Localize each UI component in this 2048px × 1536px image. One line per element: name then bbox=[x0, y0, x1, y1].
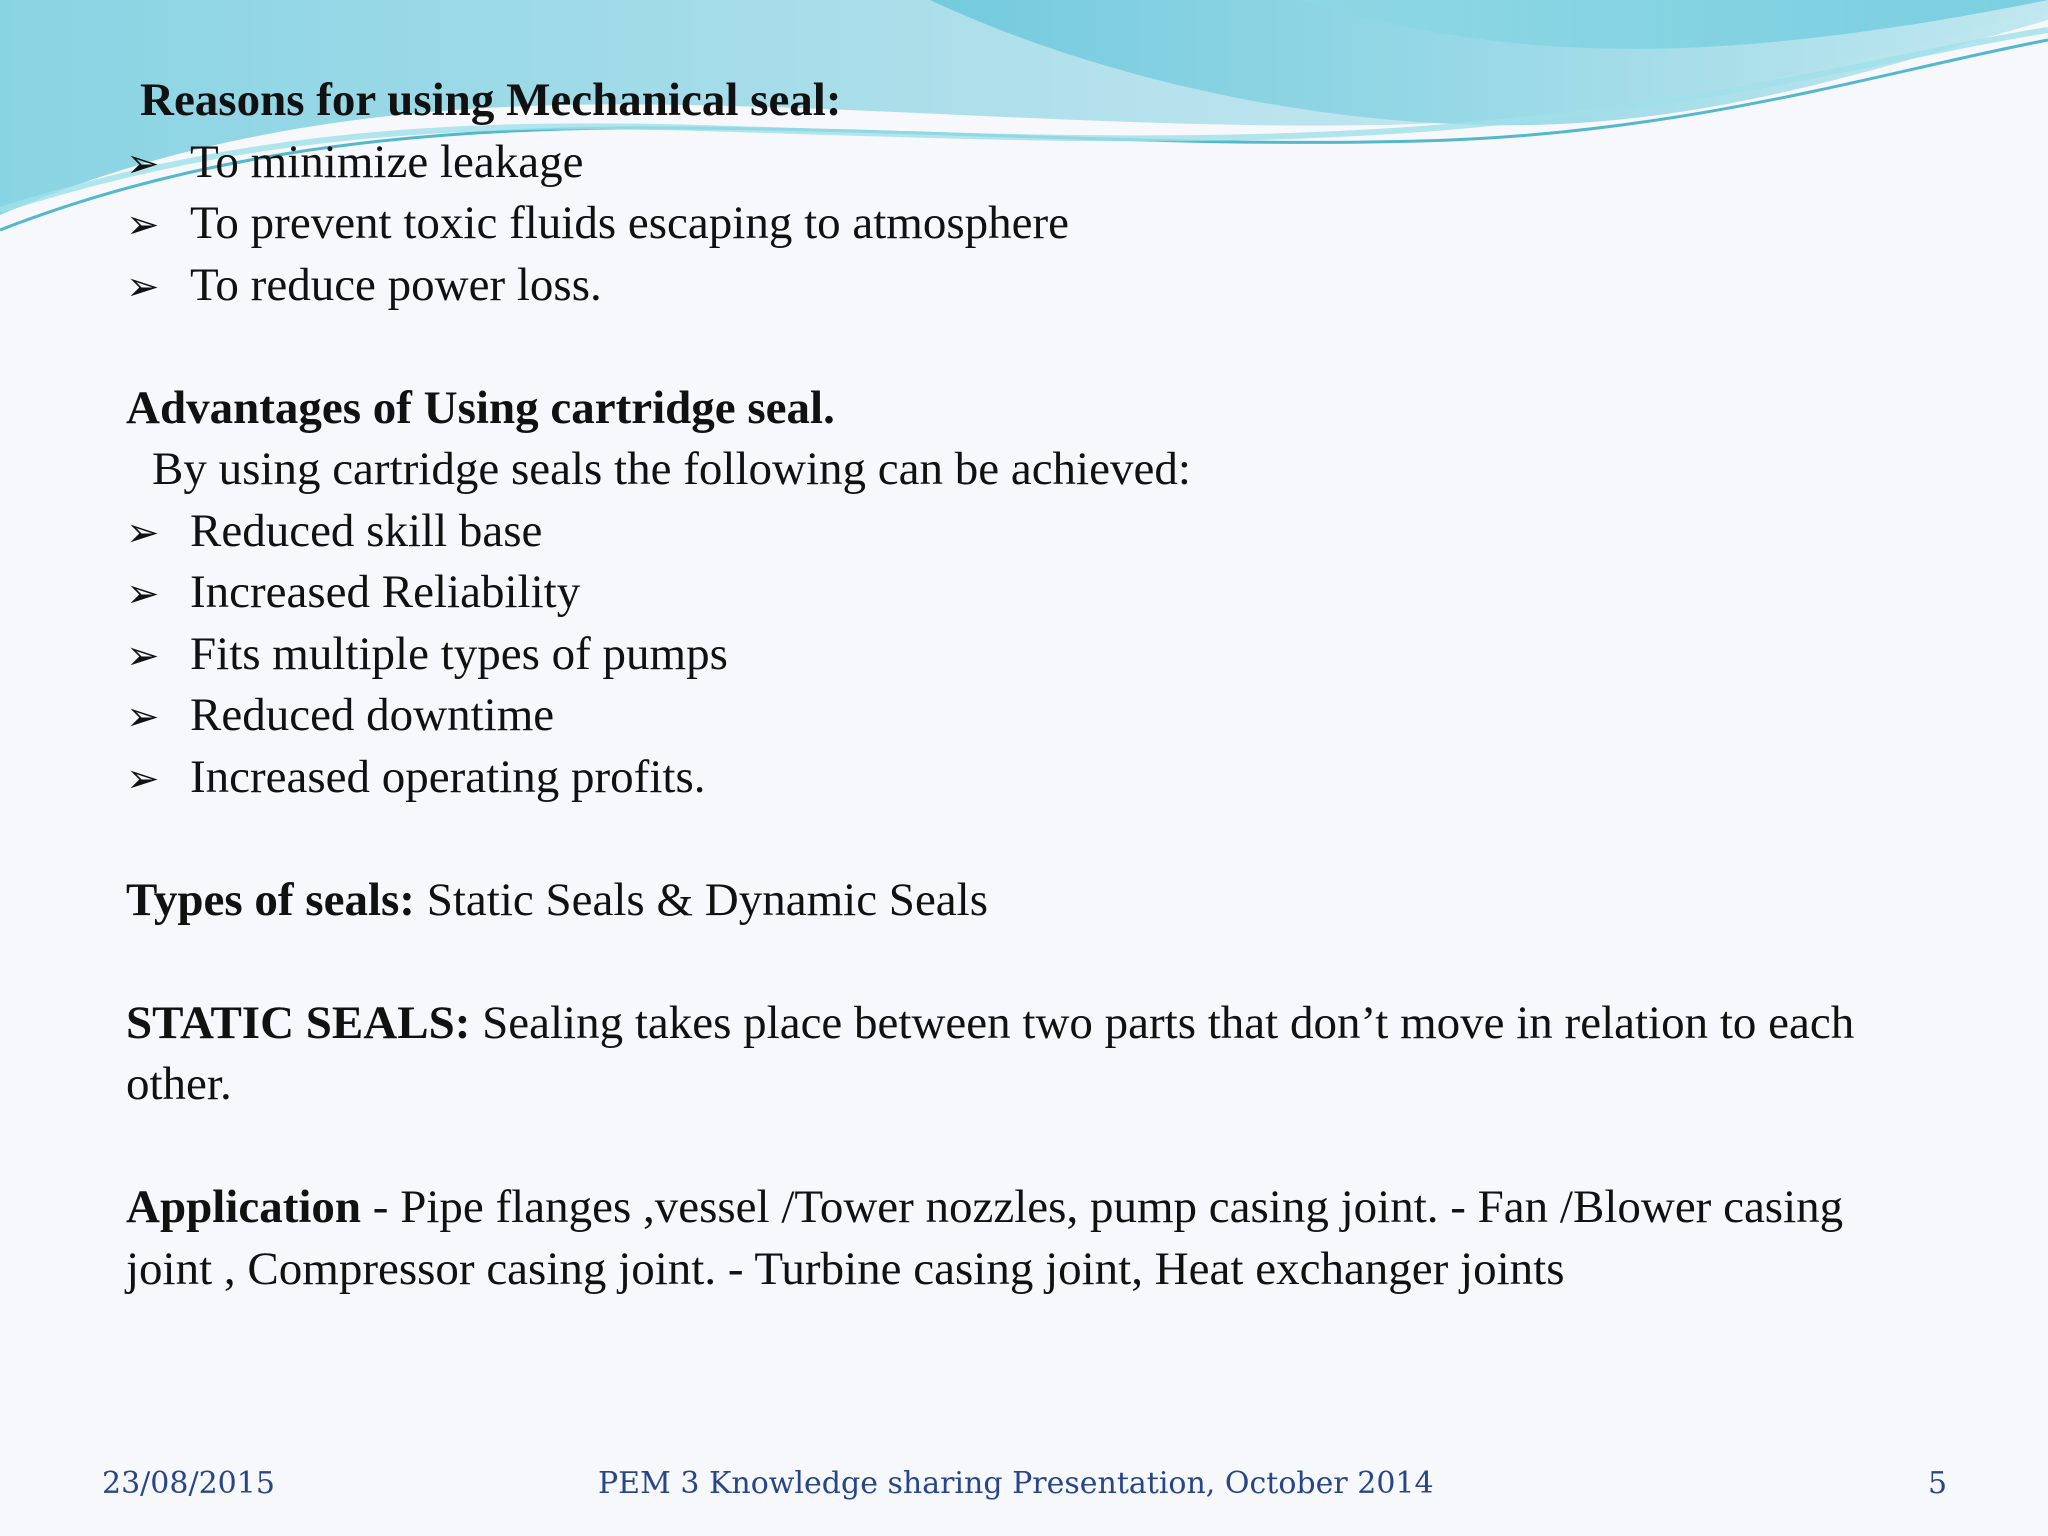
arrowhead-bullet-icon: ➢ bbox=[126, 263, 160, 310]
application-text: - Pipe flanges ,vessel /Tower nozzles, pump casing joint. - Fan /Blower casing joint , Compressor casing joint. - Turbine casing joint, Heat exchanger joints bbox=[126, 1181, 1844, 1295]
spacer bbox=[126, 316, 1946, 378]
list-item bbox=[126, 624, 1946, 686]
footer-title: PEM 3 Knowledge sharing Presentation, October 2014 bbox=[598, 1466, 1434, 1501]
arrowhead-bullet-icon: ➢ bbox=[126, 755, 160, 802]
list-item bbox=[126, 132, 1946, 194]
list-item bbox=[126, 193, 1946, 255]
spacer bbox=[126, 1116, 1946, 1178]
static-text: Sealing takes place between two parts that don’t move in relation to each other. bbox=[126, 996, 1855, 1110]
application-label: Application bbox=[126, 1181, 362, 1233]
footer-date: 23/08/2015 bbox=[102, 1466, 275, 1501]
advantage-text: Increased operating profits. bbox=[190, 750, 706, 803]
reason-text: To prevent toxic fluids escaping to atmosphere bbox=[190, 197, 1070, 249]
advantage-text: Reduced skill base bbox=[190, 504, 543, 557]
slide-content bbox=[126, 70, 1946, 1300]
list-item bbox=[126, 685, 1946, 747]
application-paragraph bbox=[126, 1177, 1906, 1300]
types-label: Types of seals: bbox=[126, 873, 415, 926]
static-seals-paragraph bbox=[126, 993, 1906, 1116]
spacer bbox=[126, 808, 1946, 870]
arrowhead-bullet-icon: ➢ bbox=[126, 140, 160, 187]
types-text: Static Seals & Dynamic Seals bbox=[414, 873, 989, 926]
advantages-heading: Advantages of Using cartridge seal. bbox=[126, 381, 835, 434]
advantage-text: Reduced downtime bbox=[190, 689, 555, 741]
reason-text: To minimize leakage bbox=[190, 135, 584, 188]
reasons-heading: Reasons for using Mechanical seal: bbox=[140, 74, 842, 126]
reason-text: To reduce power loss. bbox=[190, 258, 602, 311]
spacer bbox=[126, 931, 1946, 993]
arrowhead-bullet-icon: ➢ bbox=[126, 694, 160, 740]
arrowhead-bullet-icon: ➢ bbox=[126, 632, 160, 679]
footer-page-number: 5 bbox=[1928, 1466, 1948, 1501]
arrowhead-bullet-icon: ➢ bbox=[126, 202, 160, 248]
types-of-seals bbox=[126, 870, 1946, 932]
list-item bbox=[126, 501, 1946, 563]
advantages-intro: By using cartridge seals the following can be achieved: bbox=[152, 443, 1191, 495]
advantage-text: Increased Reliability bbox=[190, 566, 581, 618]
arrowhead-bullet-icon: ➢ bbox=[126, 571, 160, 617]
static-label: STATIC SEALS: bbox=[126, 996, 471, 1049]
arrowhead-bullet-icon: ➢ bbox=[126, 509, 160, 556]
advantage-text: Fits multiple types of pumps bbox=[190, 627, 728, 680]
list-item bbox=[126, 562, 1946, 624]
list-item bbox=[126, 747, 1946, 809]
list-item bbox=[126, 255, 1946, 317]
